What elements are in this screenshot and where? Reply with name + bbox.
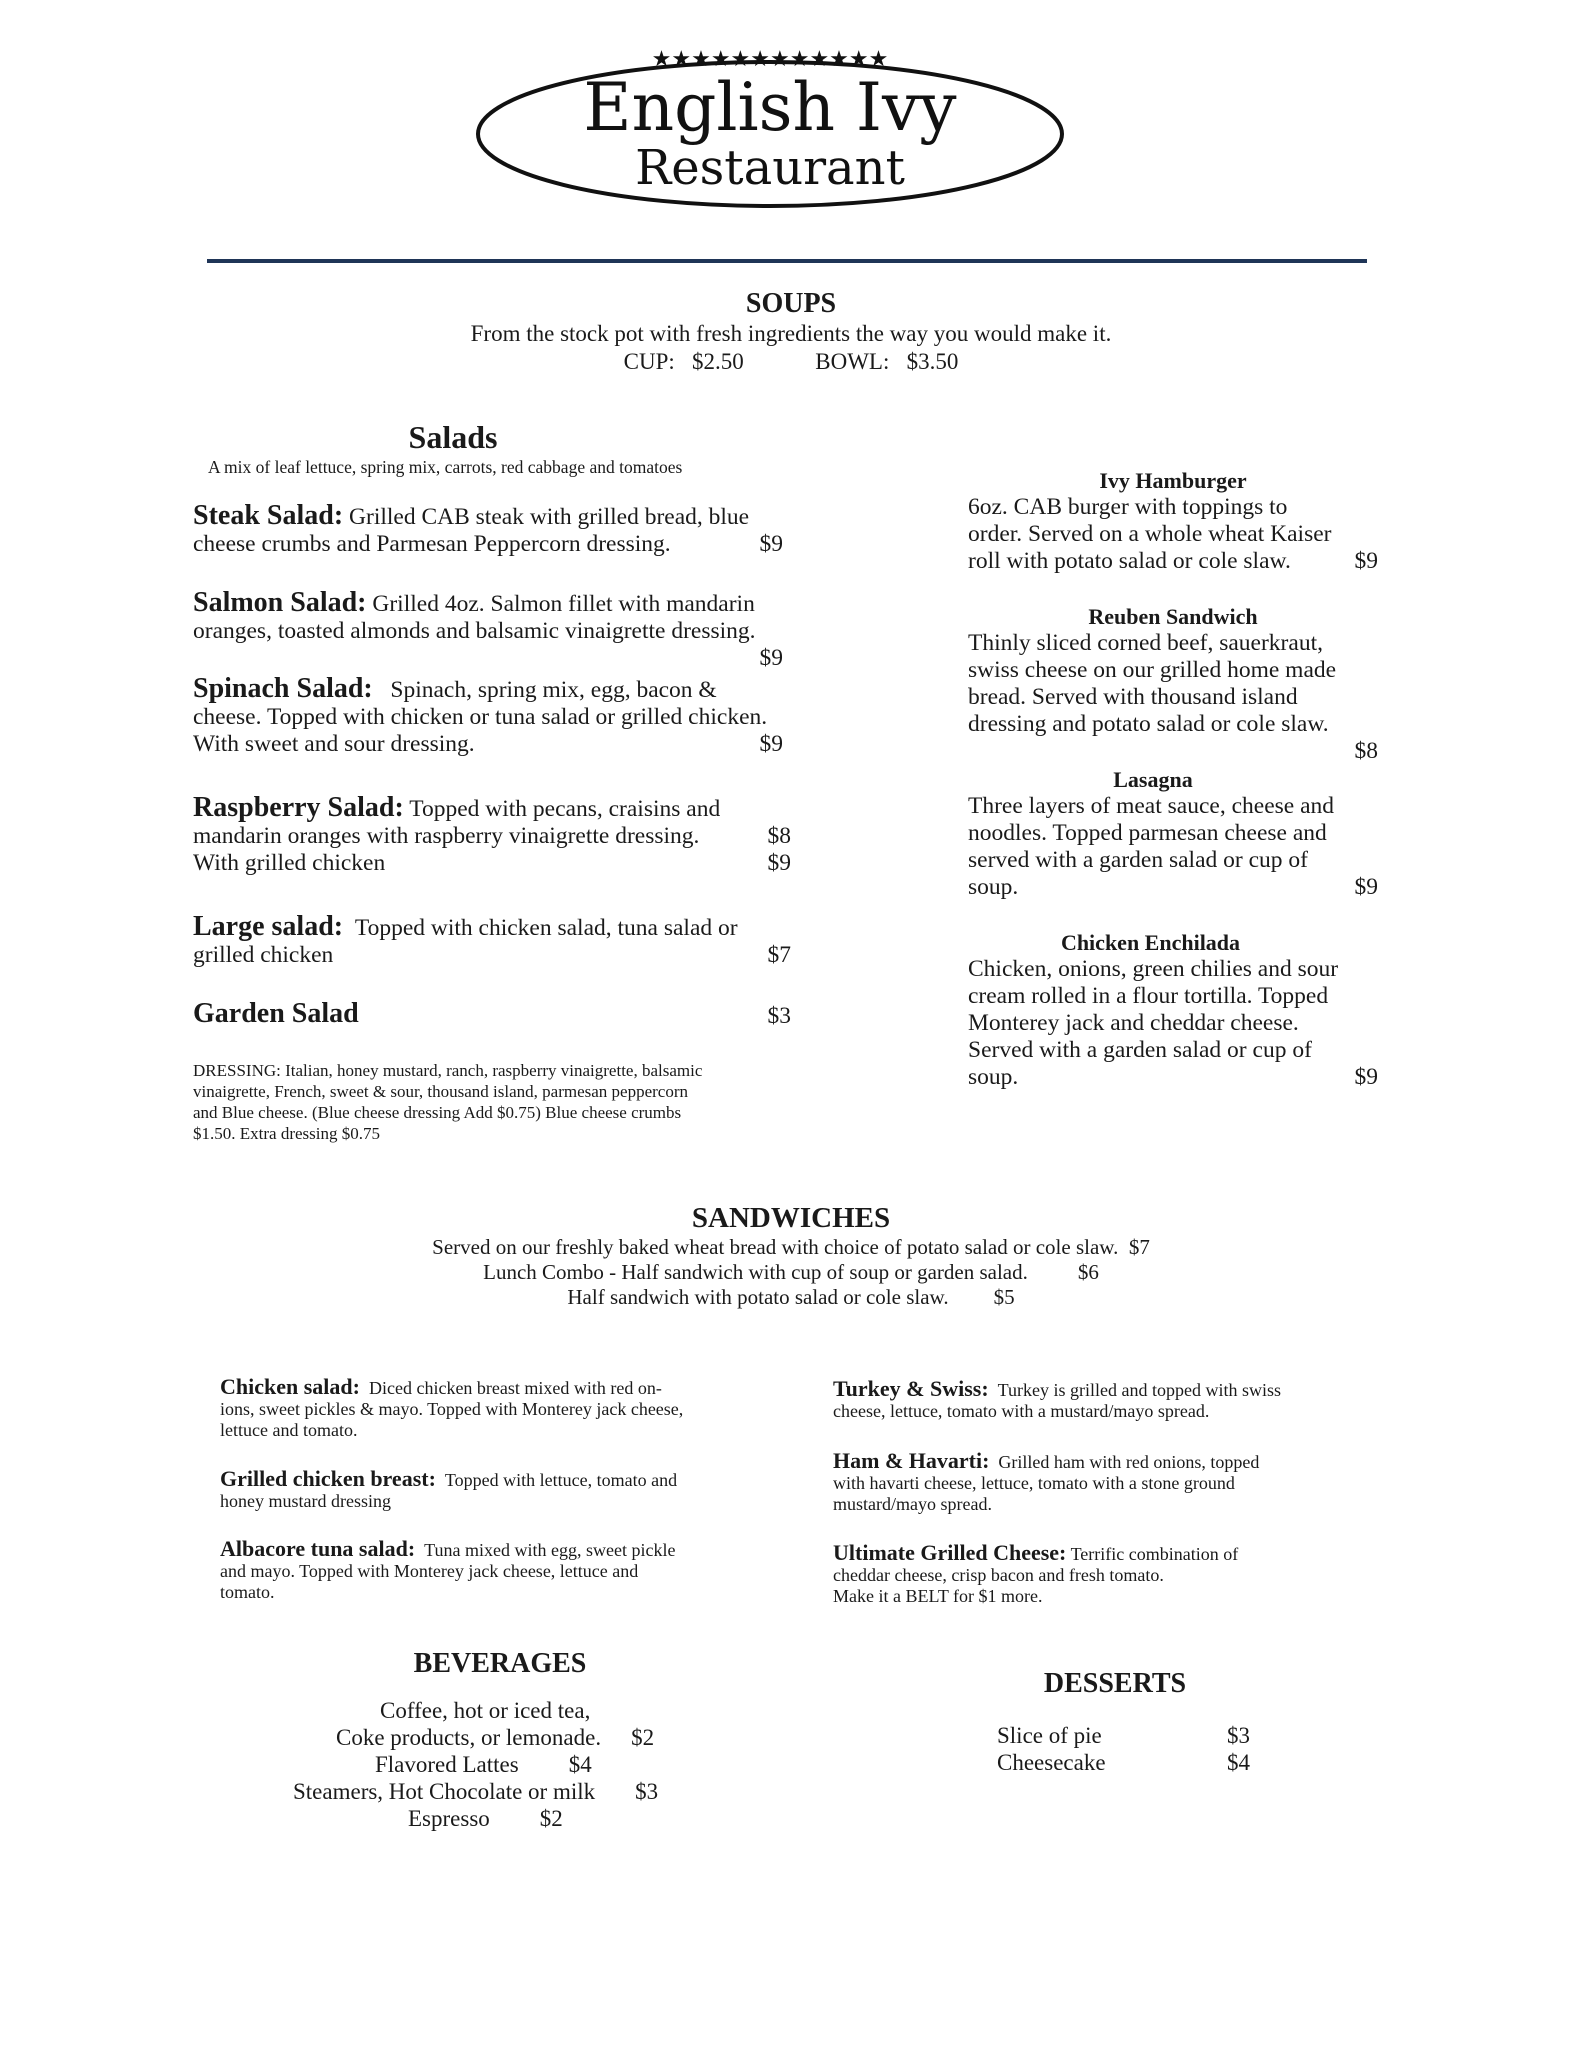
item-desc: mandarin oranges with raspberry vinaigrette dressing. xyxy=(193,823,700,849)
entree-price: $9 xyxy=(1354,874,1378,900)
sandwich-name: Ham & Havarti: xyxy=(833,1448,990,1473)
entree-desc: Three layers of meat sauce, cheese and xyxy=(968,793,1335,819)
item-price: $9 xyxy=(759,645,783,671)
entree-desc: bread. Served with thousand island xyxy=(968,684,1298,710)
sandwich-desc: Diced chicken breast mixed with red on- xyxy=(368,1378,662,1398)
sandwich-desc: and mayo. Topped with Monterey jack cheese, lettuce and xyxy=(220,1561,639,1581)
sandwich-price-line xyxy=(0,1285,1582,1310)
sandwich-price-text: Served on our freshly baked wheat bread with choice of potato salad or cole slaw. xyxy=(432,1235,1119,1259)
sandwich-item xyxy=(220,1538,790,1603)
item-price: $9 xyxy=(759,531,783,557)
entree-price: $9 xyxy=(1354,548,1378,574)
beverage-price: $3 xyxy=(635,1779,659,1804)
sandwich-desc: Tuna mixed with egg, sweet pickle xyxy=(424,1540,676,1560)
item-name: Garden Salad xyxy=(193,998,359,1029)
sandwich-desc: cheese, lettuce, tomato with a mustard/mayo spread. xyxy=(833,1401,1210,1421)
item-desc: cheese. Topped with chicken or tuna salad or grilled chicken. xyxy=(193,704,768,730)
sandwich-desc: mustard/mayo spread. xyxy=(833,1494,992,1514)
beverage-price: $4 xyxy=(568,1752,592,1777)
item-price: $7 xyxy=(767,942,791,968)
dessert-price: $3 xyxy=(1227,1723,1250,1748)
entree-desc: served with a garden salad or cup of xyxy=(968,847,1308,873)
sandwich-item xyxy=(833,1378,1373,1422)
salads-title: Salads xyxy=(408,419,498,455)
desserts-title: DESSERTS xyxy=(1043,1668,1187,1699)
desserts-section xyxy=(960,1668,1270,1700)
item-desc: With grilled chicken xyxy=(193,850,386,876)
entree-desc: Monterey jack and cheddar cheese. xyxy=(968,1010,1299,1036)
item-desc: Topped with chicken salad, tuna salad or xyxy=(354,915,738,941)
salad-item xyxy=(193,502,791,558)
item-name: Spinach Salad: xyxy=(193,673,373,704)
svg-text:★★★★★★★★★★★★: ★★★★★★★★★★★★ xyxy=(651,47,889,72)
entree-desc: Served with a garden salad or cup of xyxy=(968,1037,1312,1063)
beverages-title: BEVERAGES xyxy=(413,1648,587,1679)
bowl-price: $3.50 xyxy=(906,349,959,374)
entree-price: $9 xyxy=(1354,1064,1378,1090)
beverage-text: Flavored Lattes xyxy=(375,1752,519,1777)
entree-desc: cream rolled in a flour tortilla. Topped xyxy=(968,983,1329,1009)
dressing-line: and Blue cheese. (Blue cheese dressing Add $0.75) Blue cheese crumbs xyxy=(193,1103,682,1122)
sandwich-desc: Grilled ham with red onions, topped xyxy=(998,1452,1260,1472)
dressing-line: vinaigrette, French, sweet & sour, thousand island, parmesan peppercorn xyxy=(193,1082,689,1101)
entree-desc: order. Served on a whole wheat Kaiser xyxy=(968,521,1332,547)
sandwich-desc: Topped with lettuce, tomato and xyxy=(444,1470,678,1490)
cup-label: CUP: xyxy=(623,349,675,374)
dessert-item xyxy=(997,1749,1277,1776)
salads-subtitle: A mix of leaf lettuce, spring mix, carrots, red cabbage and tomatoes xyxy=(208,457,683,477)
beverage-price: $2 xyxy=(631,1725,655,1750)
sandwich-desc: Turkey is grilled and topped with swiss xyxy=(997,1380,1282,1400)
sandwich-desc: ions, sweet pickles & mayo. Topped with Monterey jack cheese, xyxy=(220,1399,684,1419)
entree-title: Reuben Sandwich xyxy=(1088,604,1258,629)
dressing-note xyxy=(193,1060,833,1144)
entree-desc: noodles. Topped parmesan cheese and xyxy=(968,820,1327,846)
item-name: Large salad: xyxy=(193,911,344,942)
entree-desc: dressing and potato salad or cole slaw. xyxy=(968,711,1329,737)
sandwich-item xyxy=(220,1376,790,1441)
dessert-price: $4 xyxy=(1227,1750,1250,1775)
beverage-text: Coke products, or lemonade. xyxy=(336,1725,602,1750)
beverages-list xyxy=(250,1697,750,1832)
sandwich-price-text: Lunch Combo - Half sandwich with cup of soup or garden salad. xyxy=(483,1260,1028,1284)
sandwich-price-line xyxy=(0,1235,1582,1260)
sandwich-name: Grilled chicken breast: xyxy=(220,1466,436,1491)
sandwich-price: $7 xyxy=(1128,1235,1150,1259)
salads-section xyxy=(193,418,813,478)
entree-desc: soup. xyxy=(968,1064,1019,1090)
item-price: $9 xyxy=(767,850,791,876)
sandwich-name: Albacore tuna salad: xyxy=(220,1536,416,1561)
soups-prices xyxy=(0,348,1582,376)
entree-desc: 6oz. CAB burger with toppings to xyxy=(968,494,1288,520)
entree-item xyxy=(968,604,1378,765)
item-desc: oranges, toasted almonds and balsamic vinaigrette dressing. xyxy=(193,618,756,644)
desserts-list xyxy=(997,1722,1277,1776)
soups-title: SOUPS xyxy=(745,288,837,319)
sandwich-desc: with havarti cheese, lettuce, tomato with a stone ground xyxy=(833,1473,1235,1493)
soups-section xyxy=(0,288,1582,376)
entree-desc: roll with potato salad or cole slaw. xyxy=(968,548,1291,574)
logo-line2: Restaurant xyxy=(635,140,905,196)
item-desc: With sweet and sour dressing. xyxy=(193,731,475,757)
restaurant-logo xyxy=(470,38,1070,208)
salad-item xyxy=(193,589,791,672)
salad-item xyxy=(193,675,791,758)
sandwich-price-text: Half sandwich with potato salad or cole slaw. xyxy=(567,1285,949,1309)
sandwiches-section xyxy=(0,1202,1582,1310)
item-desc: Topped with pecans, craisins and xyxy=(409,796,721,822)
item-desc: Spinach, spring mix, egg, bacon & xyxy=(390,677,717,703)
sandwich-name: Turkey & Swiss: xyxy=(833,1376,989,1401)
beverage-text: Coffee, hot or iced tea, xyxy=(380,1698,591,1723)
entree-price: $8 xyxy=(1354,738,1378,764)
entree-item xyxy=(968,468,1378,575)
item-name: Salmon Salad: xyxy=(193,587,367,618)
entree-desc: Thinly sliced corned beef, sauerkraut, xyxy=(968,630,1323,656)
sandwich-desc: Terrific combination of xyxy=(1070,1544,1239,1564)
bowl-label: BOWL: xyxy=(815,349,890,374)
salad-item xyxy=(193,794,791,877)
header-divider xyxy=(207,259,1367,263)
item-desc: grilled chicken xyxy=(193,942,334,968)
sandwich-desc: lettuce and tomato. xyxy=(220,1420,358,1440)
salad-item xyxy=(193,913,791,969)
sandwich-desc: tomato. xyxy=(220,1582,275,1602)
sandwich-name: Ultimate Grilled Cheese: xyxy=(833,1540,1067,1565)
salad-item xyxy=(193,1000,791,1032)
sandwich-item xyxy=(220,1468,790,1512)
entree-title: Lasagna xyxy=(1113,767,1193,792)
sandwich-name: Chicken salad: xyxy=(220,1374,360,1399)
logo-line1: English Ivy xyxy=(583,69,957,146)
sandwich-item xyxy=(833,1450,1373,1515)
entree-title: Ivy Hamburger xyxy=(1099,468,1247,493)
item-price: $3 xyxy=(767,1003,791,1029)
item-desc: Grilled 4oz. Salmon fillet with mandarin xyxy=(372,591,755,617)
cup-price: $2.50 xyxy=(692,349,744,374)
sandwich-price-line xyxy=(0,1260,1582,1285)
entree-item xyxy=(968,930,1378,1091)
entree-title: Chicken Enchilada xyxy=(1060,930,1241,955)
sandwich-desc: honey mustard dressing xyxy=(220,1491,391,1511)
beverage-text: Espresso xyxy=(408,1806,490,1831)
item-desc: cheese crumbs and Parmesan Peppercorn dressing. xyxy=(193,531,671,557)
sandwiches-title: SANDWICHES xyxy=(691,1202,891,1234)
sandwich-item xyxy=(833,1542,1373,1607)
entree-desc: Chicken, onions, green chilies and sour xyxy=(968,956,1339,982)
dessert-name: Slice of pie xyxy=(997,1723,1102,1748)
entree-desc: soup. xyxy=(968,874,1019,900)
sandwich-price: $6 xyxy=(1077,1260,1099,1284)
dessert-name: Cheesecake xyxy=(997,1750,1106,1775)
dressing-line: $1.50. Extra dressing $0.75 xyxy=(193,1124,380,1143)
dressing-line: DRESSING: Italian, honey mustard, ranch, raspberry vinaigrette, balsamic xyxy=(193,1061,703,1080)
sandwich-price: $5 xyxy=(993,1285,1015,1309)
item-name: Steak Salad: xyxy=(193,500,344,531)
entree-desc: swiss cheese on our grilled home made xyxy=(968,657,1337,683)
beverage-price: $2 xyxy=(539,1806,563,1831)
soups-desc: From the stock pot with fresh ingredients the way you would make it. xyxy=(470,321,1112,346)
item-price: $9 xyxy=(759,731,783,757)
beverage-text: Steamers, Hot Chocolate or milk xyxy=(293,1779,596,1804)
dessert-item xyxy=(997,1722,1277,1749)
item-name: Raspberry Salad: xyxy=(193,792,404,823)
sandwich-desc: cheddar cheese, crisp bacon and fresh tomato. xyxy=(833,1565,1164,1585)
item-desc: Grilled CAB steak with grilled bread, blue xyxy=(349,504,750,530)
item-price: $8 xyxy=(767,823,791,849)
beverages-section xyxy=(250,1648,750,1680)
sandwich-desc: Make it a BELT for $1 more. xyxy=(833,1586,1043,1606)
entree-item xyxy=(968,767,1378,901)
